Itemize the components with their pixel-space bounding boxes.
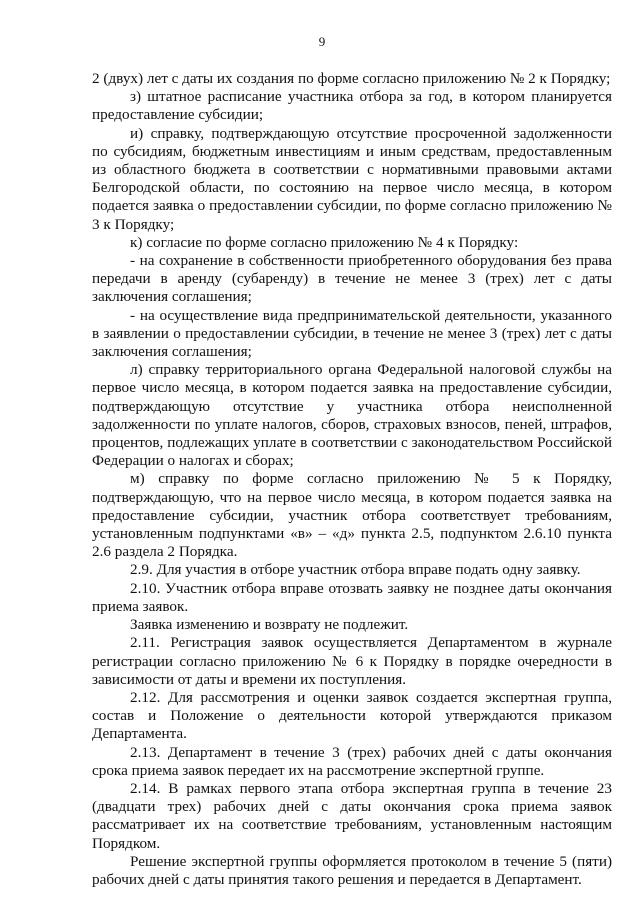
paragraph: м) справку по форме согласно приложению № 5 к Порядку, подтверждающую, что на первое число месяца, в котором подается заявка на предоставление субсидии, участник отбора соответствует требованиям, установленным подпунктами «в» – «д» пункта 2.5, подпунктом 2.6.10 пункта 2.6 раздела 2 Порядка. bbox=[92, 470, 612, 561]
paragraph: Заявка изменению и возврату не подлежит. bbox=[130, 616, 409, 634]
page-number: 9 bbox=[318, 34, 326, 49]
paragraph: - на сохранение в собственности приобретенного оборудования без права передачи в аренду (субаренду) в течение не менее 3 (трех) лет с даты заключения соглашения; bbox=[92, 252, 612, 306]
paragraph: л) справку территориального органа Федеральной налоговой службы на первое число месяца, в котором подается заявка на предоставление субсидии, подтверждающую отсутствие у участника отбора неисполненной задолженности по уплате налогов, сборов, страховых взносов, пеней, штрафов, процентов, подлежащих уплате в соответствии с законодательством Российской Федерации о налогах и сборах; bbox=[92, 361, 612, 470]
paragraph: 2.14. В рамках первого этапа отбора экспертная группа в течение 23 (двадцати трех) рабочих дней с даты окончания срока приема заявок рассматривает их на соответствие требованиям, установленным настоящим Порядком. bbox=[92, 779, 612, 852]
paragraph: - на осуществление вида предпринимательской деятельности, указанного в заявлении о предоставлении субсидии, в течение не менее 3 (трех) лет с даты заключения соглашения; bbox=[92, 306, 612, 361]
paragraph: 2.12. Для рассмотрения и оценки заявок создается экспертная группа, состав и Положение о деятельности которой утверждаются приказом Департамента. bbox=[92, 688, 612, 743]
paragraph: 2 (двух) лет с даты их создания по форме согласно приложению № 2 к Порядку; bbox=[92, 70, 611, 87]
paragraph: з) штатное расписание участника отбора за год, в котором планируется предоставление субсидии; bbox=[92, 88, 612, 124]
paragraph: и) справку, подтверждающую отсутствие просроченной задолженности по субсидиям, бюджетным инвестициям и иным средствам, предоставленным из областного бюджета в соответствии с нормативными правовыми актами Белгородской области, по состоянию на первое число месяца, в котором подается заявка о предоставлении субсидии, по форме согласно приложению № 3 к Порядку; bbox=[92, 124, 612, 233]
paragraph: к) согласие по форме согласно приложению № 4 к Порядку: bbox=[130, 233, 519, 251]
paragraph: 2.13. Департамент в течение 3 (трех) рабочих дней с даты окончания срока приема заявок передает их на рассмотрение экспертной группе. bbox=[92, 743, 612, 779]
paragraph: 2.11. Регистрация заявок осуществляется Департаментом в журнале регистрации согласно приложению № 6 к Порядку в порядке очередности в зависимости от даты и времени их поступления. bbox=[92, 634, 612, 688]
paragraph: 2.9. Для участия в отборе участник отбора вправе подать одну заявку. bbox=[130, 561, 581, 579]
paragraph: 2.10. Участник отбора вправе отозвать заявку не позднее даты окончания приема заявок. bbox=[92, 579, 612, 615]
paragraph: Решение экспертной группы оформляется протоколом в течение 5 (пяти) рабочих дней с даты принятия такого решения и передается в Департамент. bbox=[92, 852, 612, 888]
document-body bbox=[92, 70, 612, 889]
